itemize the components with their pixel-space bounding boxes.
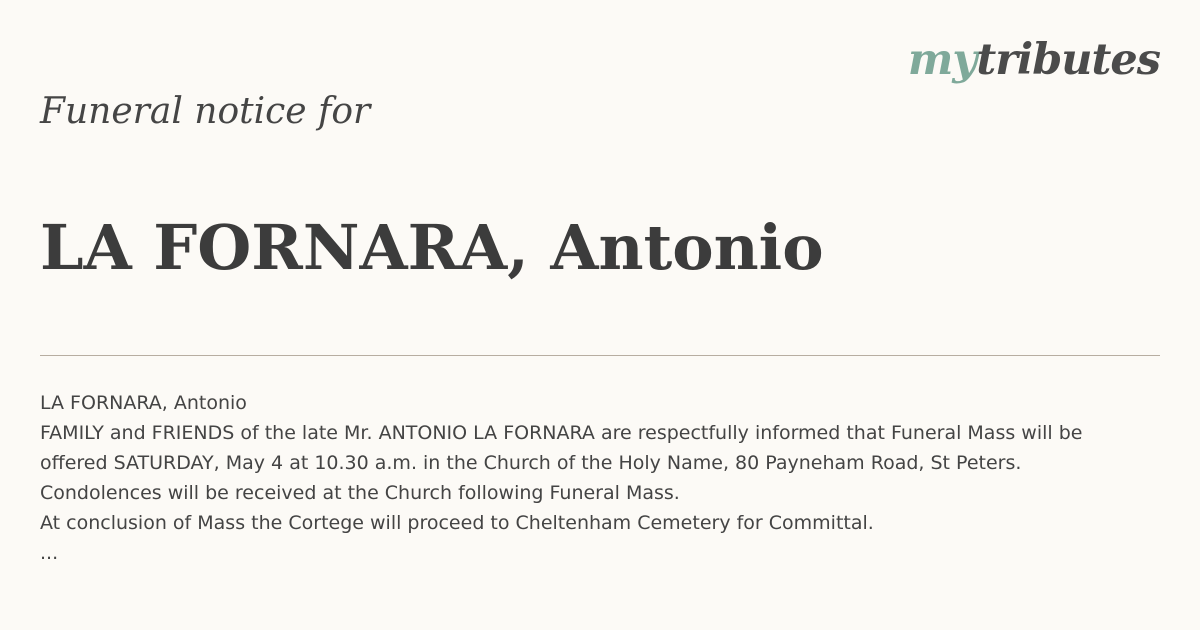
- notice-line-mass-details: offered SATURDAY, May 4 at 10.30 a.m. in the Church of the Holy Name, 80 Payneham Road, St Peters.: [40, 452, 1022, 474]
- mytributes-logo[interactable]: [908, 34, 1160, 86]
- notice-line-condolences: Condolences will be received at the Church following Funeral Mass.: [40, 482, 680, 504]
- notice-line-announcement: FAMILY and FRIENDS of the late Mr. ANTONIO LA FORNARA are respectfully informed that Funeral Mass will be: [40, 422, 1083, 444]
- notice-line-ellipsis: ...: [40, 542, 59, 564]
- section-divider: [40, 355, 1160, 356]
- notice-eyebrow: Funeral notice for: [40, 91, 371, 132]
- notice-line-name: LA FORNARA, Antonio: [40, 392, 247, 414]
- notice-line-committal: At conclusion of Mass the Cortege will proceed to Cheltenham Cemetery for Committal.: [40, 512, 874, 534]
- notice-body: [40, 388, 1160, 568]
- brand-suffix: tributes: [976, 35, 1160, 85]
- brand-prefix: my: [907, 35, 977, 85]
- deceased-name: LA FORNARA, Antonio: [40, 211, 824, 284]
